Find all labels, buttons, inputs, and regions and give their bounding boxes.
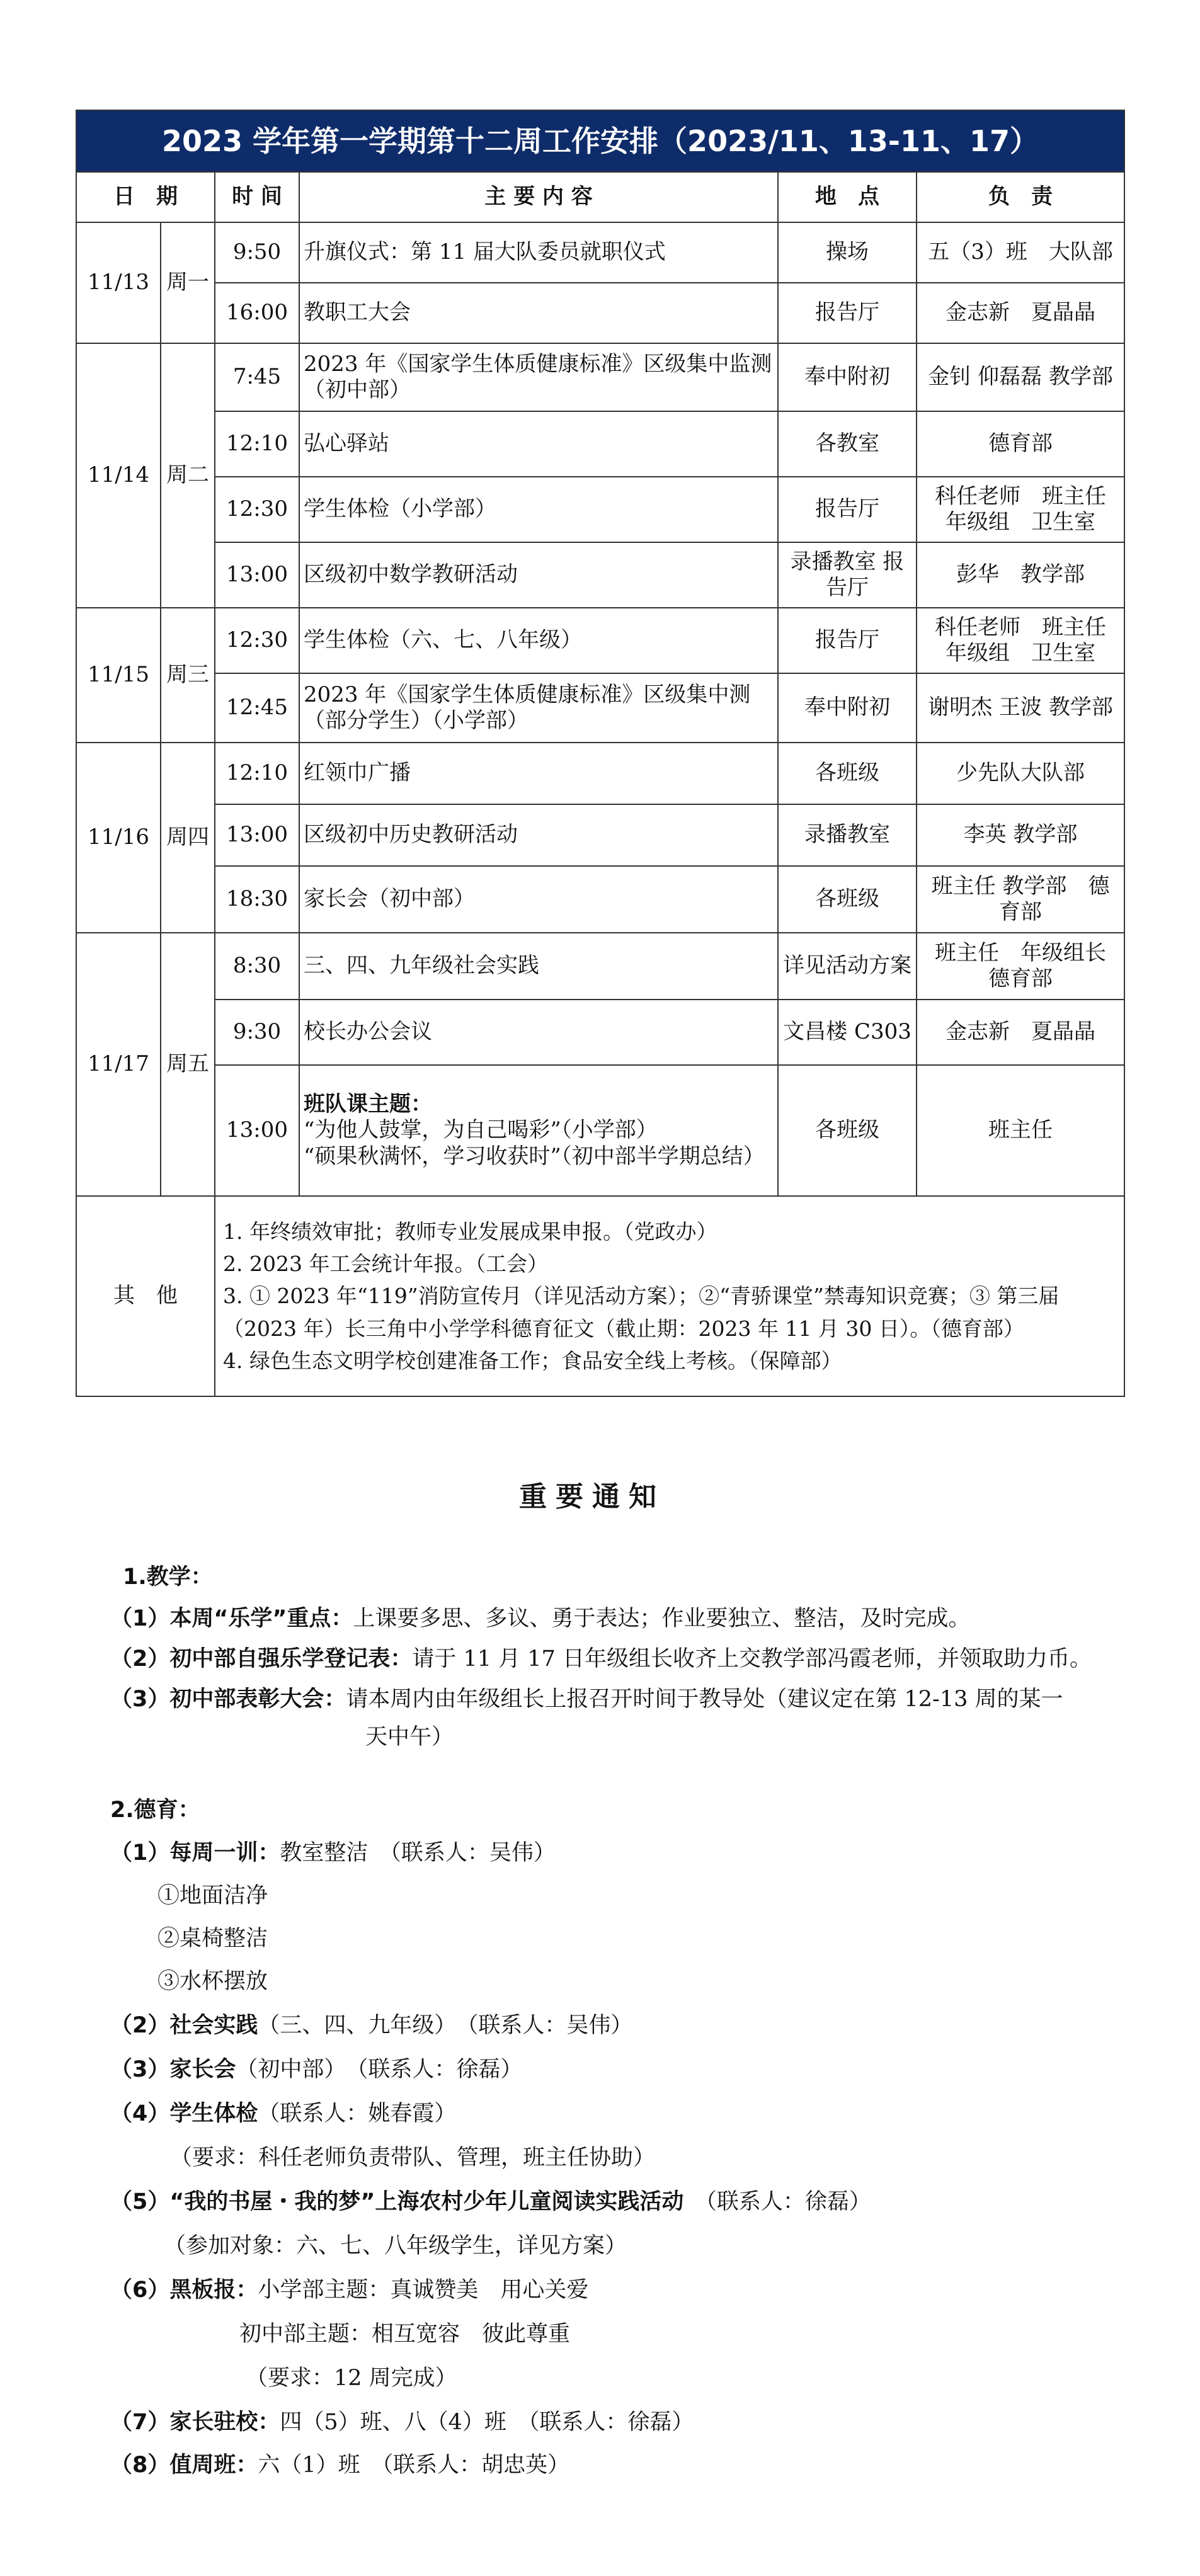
table-header-row [76, 172, 1124, 222]
item-label: 学生体检 [169, 2101, 258, 2126]
weekday-cell: 周二 [161, 343, 215, 608]
place-cell: 各班级 [778, 1065, 917, 1196]
owner-cell: 科任老师 班主任 年级组 卫生室 [917, 608, 1124, 673]
moral-item-8 [110, 2450, 569, 2480]
content-cell: 校长办公会议 [299, 1000, 778, 1065]
item-label: 社会实践 [169, 2013, 258, 2038]
time-cell: 13:00 [215, 1065, 299, 1196]
date-cell: 11/14 [76, 343, 161, 608]
item-label: 每周一训： [169, 1840, 280, 1866]
table-row [76, 608, 1124, 673]
item-text: （联系人：徐磊） [683, 2189, 871, 2214]
content-cell: 家长会（初中部） [299, 866, 778, 933]
item-number: （8） [110, 2453, 170, 2478]
time-cell: 9:50 [215, 222, 299, 283]
owner-cell: 科任老师 班主任 年级组 卫生室 [917, 477, 1124, 542]
moral-item-3 [110, 2055, 522, 2085]
teaching-item-1 [110, 1604, 970, 1634]
place-cell: 报告厅 [778, 283, 917, 343]
header-place: 地 点 [778, 172, 917, 222]
header-owner: 负 责 [917, 172, 1124, 222]
table-row [76, 673, 1124, 743]
date-cell: 11/17 [76, 933, 161, 1196]
place-cell: 录播教室 报告厅 [778, 542, 917, 608]
moral-item-4 [110, 2099, 456, 2129]
item-number: （2） [110, 2013, 170, 2038]
others-content [215, 1196, 1124, 1396]
item-text: （三、四、九年级） （联系人：吴伟） [258, 2013, 633, 2038]
owner-cell: 李英 教学部 [917, 804, 1124, 866]
place-cell: 各班级 [778, 743, 917, 804]
table-row [76, 743, 1124, 804]
place-cell: 录播教室 [778, 804, 917, 866]
item-label: 家长会 [169, 2057, 236, 2082]
time-cell: 8:30 [215, 933, 299, 1000]
owner-cell: 班主任 教学部 德育部 [917, 866, 1124, 933]
owner-cell: 彭华 教学部 [917, 542, 1124, 608]
others-row [76, 1196, 1124, 1396]
moral-item-1-sub: ②桌椅整洁 [157, 1926, 268, 1951]
place-cell: 报告厅 [778, 477, 917, 542]
weekday-cell: 周五 [161, 933, 215, 1196]
moral-heading: 2.德育： [110, 1798, 200, 1823]
table-row [76, 477, 1124, 542]
place-cell: 奉中附初 [778, 343, 917, 411]
item-text: 小学部主题：真诚赞美 用心关爱 [258, 2277, 589, 2303]
table-row [76, 411, 1124, 477]
content-cell: 升旗仪式：第 11 届大队委员就职仪式 [299, 222, 778, 283]
place-cell: 文昌楼 C303 [778, 1000, 917, 1065]
table-row [76, 866, 1124, 933]
content-cell: 教职工大会 [299, 283, 778, 343]
table-row [76, 1000, 1124, 1065]
teaching-heading: 1.教学： [123, 1564, 213, 1590]
schedule-title: 2023 学年第一学期第十二周工作安排（2023/11、13-11、17） [76, 110, 1124, 172]
teaching-item-3-cont: 天中午） [365, 1724, 454, 1750]
date-cell: 11/13 [76, 222, 161, 343]
item-text: 上课要多思、多议、勇于表达；作业要独立、整洁，及时完成。 [353, 1606, 971, 1631]
owner-cell: 金志新 夏晶晶 [917, 283, 1124, 343]
table-row [76, 343, 1124, 411]
item-text: 教室整洁 （联系人：吴伟） [280, 1840, 556, 1866]
moral-item-1 [110, 1838, 556, 1868]
item-text: 请本周内由年级组长上报召开时间于教导处（建议定在第 12-13 周的某一 [346, 1687, 1063, 1712]
time-cell: 12:30 [215, 477, 299, 542]
teaching-item-2 [110, 1644, 1092, 1674]
item-label: 初中部自强乐学登记表： [169, 1646, 413, 1672]
place-cell: 各班级 [778, 866, 917, 933]
content-cell: 弘心驿站 [299, 411, 778, 477]
owner-cell: 五（3）班 大队部 [917, 222, 1124, 283]
moral-item-6-sub: （要求：12 周完成） [246, 2366, 457, 2391]
owner-cell: 金钊 仰磊磊 教学部 [917, 343, 1124, 411]
time-cell: 12:30 [215, 608, 299, 673]
table-row [76, 804, 1124, 866]
content-cell: 区级初中数学教研活动 [299, 542, 778, 608]
moral-item-6-sub: 初中部主题：相互宽容 彼此尊重 [239, 2322, 571, 2347]
item-number: （3） [110, 1687, 170, 1712]
time-cell: 7:45 [215, 343, 299, 411]
class-meeting-theme-title: 班队课主题： [304, 1091, 432, 1117]
content-cell: 学生体检（小学部） [299, 477, 778, 542]
table-row [76, 1065, 1124, 1196]
time-cell: 12:10 [215, 743, 299, 804]
table-row [76, 283, 1124, 343]
place-cell: 报告厅 [778, 608, 917, 673]
item-label: “我的书屋・我的梦”上海农村少年儿童阅读实践活动 [169, 2189, 684, 2214]
others-label: 其 他 [76, 1196, 215, 1396]
content-cell: 三、四、九年级社会实践 [299, 933, 778, 1000]
place-cell: 操场 [778, 222, 917, 283]
item-number: （5） [110, 2189, 170, 2214]
item-label: 初中部表彰大会： [169, 1687, 346, 1712]
header-time: 时 间 [215, 172, 299, 222]
moral-item-2 [110, 2010, 632, 2041]
owner-cell: 班主任 年级组长 德育部 [917, 933, 1124, 1000]
item-text: 六（1）班 （联系人：胡忠英） [258, 2453, 570, 2478]
table-row [76, 222, 1124, 283]
owner-cell: 少先队大队部 [917, 743, 1124, 804]
item-label: 家长驻校： [169, 2410, 280, 2435]
moral-item-1-sub: ③水杯摆放 [157, 1969, 268, 1994]
content-cell: 学生体检（六、七、八年级） [299, 608, 778, 673]
place-cell: 详见活动方案 [778, 933, 917, 1000]
time-cell: 12:45 [215, 673, 299, 743]
others-item: 2. 2023 年工会统计年报。（工会） [223, 1251, 548, 1277]
owner-cell: 谢明杰 王波 教学部 [917, 673, 1124, 743]
item-number: （2） [110, 1646, 170, 1672]
date-cell: 11/15 [76, 608, 161, 743]
item-text: （初中部） （联系人：徐磊） [236, 2057, 523, 2082]
time-cell: 12:10 [215, 411, 299, 477]
moral-item-4-sub: （要求：科任老师负责带队、管理，班主任协助） [170, 2145, 656, 2170]
item-label: 值周班： [169, 2453, 258, 2478]
content-cell: 2023 年《国家学生体质健康标准》区级集中监测（初中部） [299, 343, 778, 411]
content-cell [299, 1065, 778, 1196]
place-cell: 奉中附初 [778, 673, 917, 743]
time-cell: 9:30 [215, 1000, 299, 1065]
time-cell: 13:00 [215, 804, 299, 866]
class-meeting-theme-primary: “为他人鼓掌，为自己喝彩”（小学部） [304, 1117, 658, 1143]
time-cell: 16:00 [215, 283, 299, 343]
item-number: （4） [110, 2101, 170, 2126]
teaching-item-3 [110, 1684, 1063, 1714]
others-item: 1. 年终绩效审批；教师专业发展成果申报。（党政办） [223, 1219, 717, 1245]
class-meeting-theme-junior: “硕果秋满怀，学习收获时”（初中部半学期总结） [304, 1143, 765, 1169]
owner-cell: 班主任 [917, 1065, 1124, 1196]
item-label: 本周“乐学”重点： [169, 1606, 353, 1631]
item-text: 请于 11 月 17 日年级组长收齐上交教学部冯霞老师，并领取助力币。 [412, 1646, 1092, 1672]
moral-item-5-sub: （参加对象：六、七、八年级学生，详见方案） [164, 2233, 627, 2259]
notice-title: 重要通知 [519, 1481, 665, 1513]
content-cell: 红领巾广播 [299, 743, 778, 804]
table-row [76, 933, 1124, 1000]
item-label: 黑板报： [169, 2277, 258, 2303]
content-cell: 2023 年《国家学生体质健康标准》区级集中测（部分学生）（小学部） [299, 673, 778, 743]
time-cell: 18:30 [215, 866, 299, 933]
item-text: 四（5）班、八（4）班 （联系人：徐磊） [280, 2410, 694, 2435]
item-number: （1） [110, 1606, 170, 1631]
weekday-cell: 周三 [161, 608, 215, 743]
item-number: （6） [110, 2277, 170, 2303]
weekday-cell: 周四 [161, 743, 215, 933]
owner-cell: 德育部 [917, 411, 1124, 477]
place-cell: 各教室 [778, 411, 917, 477]
moral-item-7 [110, 2407, 694, 2437]
content-cell: 区级初中历史教研活动 [299, 804, 778, 866]
others-item: 3. ① 2023 年“119”消防宣传月（详见活动方案）；②“青骄课堂”禁毒知识竞赛；③ 第三届（2023 年）长三角中小学学科德育征文（截止期：2023 年 11 月 30 日）。（德育部） [223, 1284, 1060, 1341]
moral-item-6 [110, 2275, 588, 2305]
item-number: （1） [110, 1840, 170, 1866]
moral-item-1-sub: ①地面洁净 [157, 1883, 268, 1908]
date-cell: 11/16 [76, 743, 161, 933]
table-row [76, 542, 1124, 608]
weekly-schedule-table [76, 110, 1125, 1397]
others-item: 4. 绿色生态文明学校创建准备工作；食品安全线上考核。（保障部） [223, 1348, 842, 1373]
item-number: （3） [110, 2057, 170, 2082]
owner-cell: 金志新 夏晶晶 [917, 1000, 1124, 1065]
item-text: （联系人：姚春霞） [258, 2101, 457, 2126]
item-number: （7） [110, 2410, 170, 2435]
moral-item-5 [110, 2187, 871, 2217]
time-cell: 13:00 [215, 542, 299, 608]
header-content: 主 要 内 容 [299, 172, 778, 222]
weekday-cell: 周一 [161, 222, 215, 343]
header-date: 日 期 [76, 172, 215, 222]
